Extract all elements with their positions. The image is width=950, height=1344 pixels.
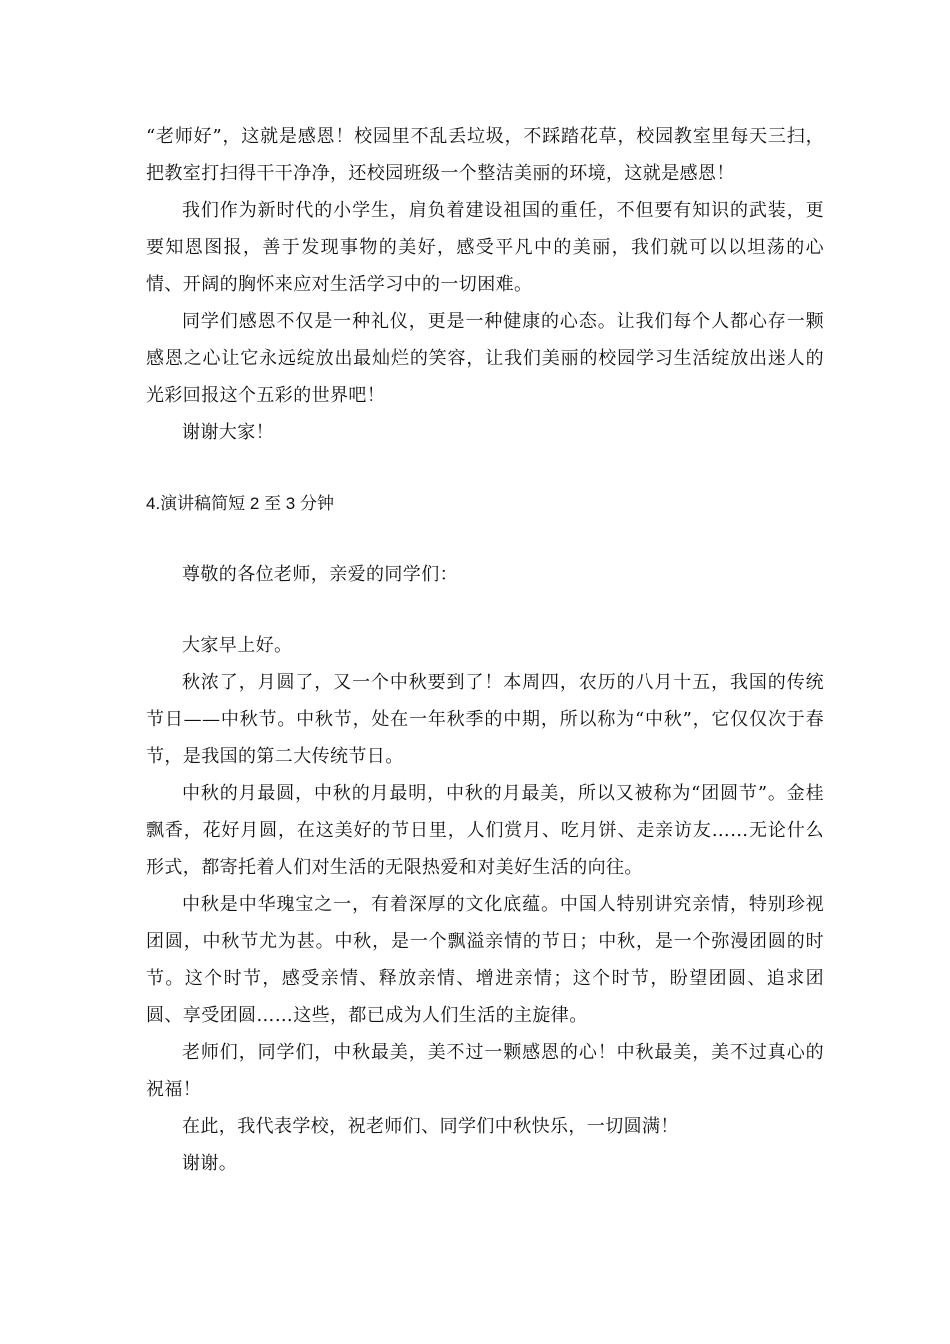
paragraph-grateful-heart: 老师们，同学们，中秋最美，美不过一颗感恩的心！中秋最美，美不过真心的祝福！ [146,1042,824,1100]
paragraph-cultural-heritage: 中秋是中华瑰宝之一，有着深厚的文化底蕴。中国人特别讲究亲情，特别珍视团圆，中秋节尤为甚。中秋，是一个飘溢亲情的节日；中秋，是一个弥漫团圆的时节。这个时节，感受亲情、释放亲情、增进亲情；这个时节，盼望团圆、追求团圆、享受团圆……这些，都已成为人们生活的主旋律。 [146,894,824,1026]
paragraph-mid-autumn-intro: 秋浓了，月圆了，又一个中秋要到了！本周四，农历的八月十五，我国的传统节日——中秋节。中秋节，处在一年秋季的中期，所以称为“中秋”，它仅仅次于春节，是我国的第二大传统节日。 [146,672,824,767]
paragraph-thanks: 谢谢。 [182,1153,238,1174]
section-heading: 4.演讲稿简短 2 至 3 分钟 [146,494,334,513]
paragraph-wishes: 在此，我代表学校，祝老师们、同学们中秋快乐，一切圆满！ [182,1116,679,1137]
paragraph-gratitude-examples: “老师好”，这就是感恩！校园里不乱丢垃圾，不踩踏花草，校园教室里每天三扫，把教室打扫得干干净净，还校园班级一个整洁美丽的环境，这就是感恩！ [146,126,824,184]
document-page [146,118,824,1182]
paragraph-reunion-festival: 中秋的月最圆，中秋的月最明，中秋的月最美，所以又被称为“团圆节”。金桂飘香，花好月圆，在这美好的节日里，人们赏月、吃月饼、走亲访友……无论什么形式，都寄托着人们对生活的无限热爱和对美好生活的向往。 [146,783,824,878]
paragraph-new-era-students: 我们作为新时代的小学生，肩负着建设祖国的重任，不但要有知识的武装，更要知恩图报，善于发现事物的美好，感受平凡中的美丽，我们就可以以坦荡的心情、开阔的胸怀来应对生活学习中的一切困难。 [146,200,824,295]
paragraph-thanks-everyone: 谢谢大家！ [182,422,274,443]
paragraph-gratitude-attitude: 同学们感恩不仅是一种礼仪，更是一种健康的心态。让我们每个人都心存一颗感恩之心让它永远绽放出最灿烂的笑容，让我们美丽的校园学习生活绽放出迷人的光彩回报这个五彩的世界吧！ [146,311,824,406]
salutation: 尊敬的各位老师，亲爱的同学们： [182,564,458,585]
greeting: 大家早上好。 [182,635,293,656]
